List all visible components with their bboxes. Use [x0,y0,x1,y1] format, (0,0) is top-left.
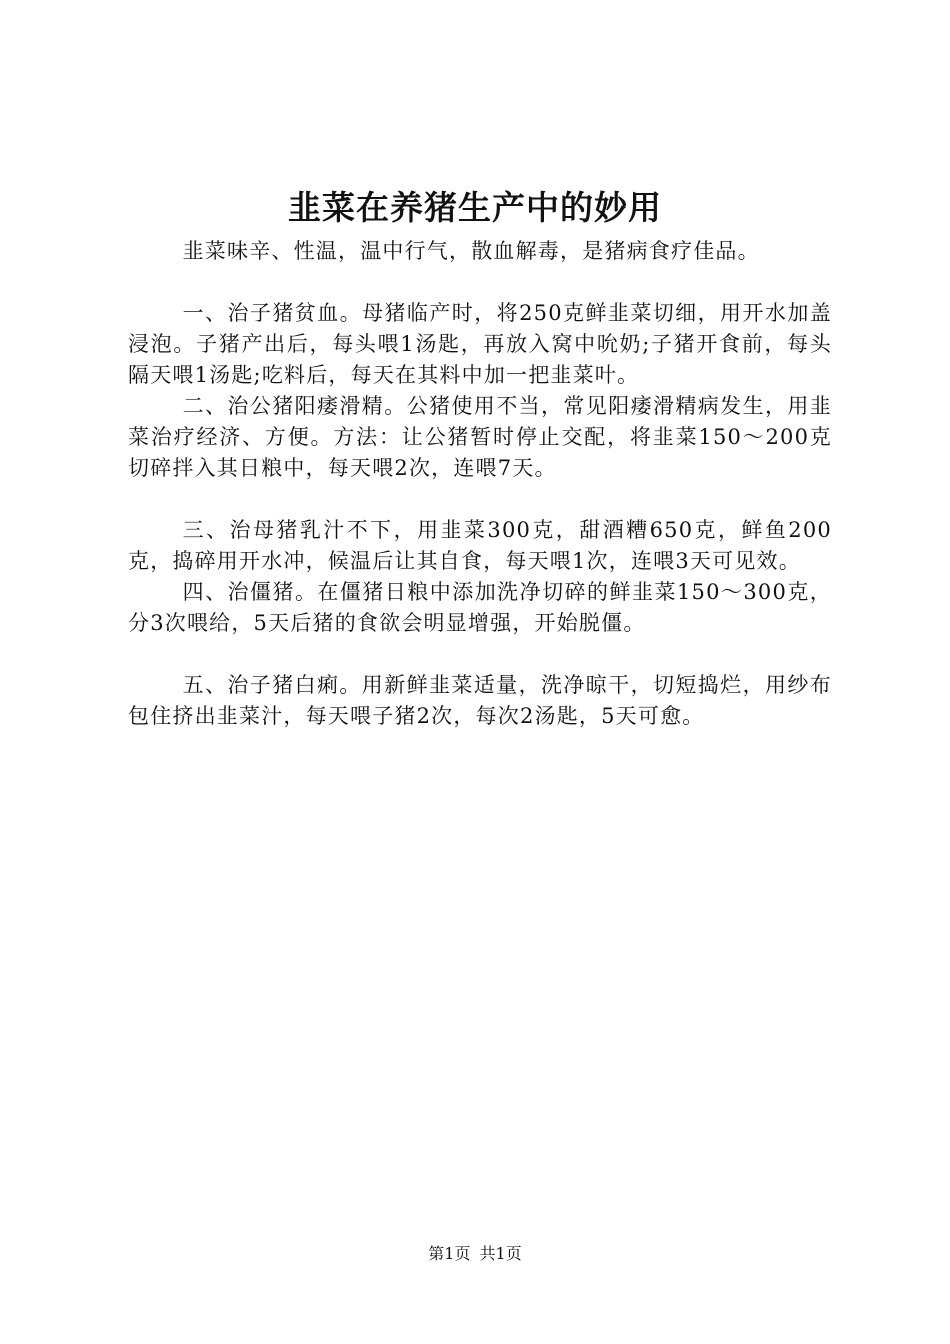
page-footer [0,1242,950,1266]
page-number: 第1页 [428,1244,471,1263]
paragraph-gap [128,267,832,298]
section-paragraph-2: 二、治公猪阳痿滑精。公猪使用不当，常见阳痿滑精病发生，用韭菜治疗经济、方便。方法：让公猪暂时停止交配，将韭菜150～200克切碎拌入其日粮中，每天喂2次，连喂7天。 [128,394,832,480]
document-body [128,236,832,732]
paragraph-gap [128,639,832,670]
section-paragraph-5: 五、治子猪白痢。用新鲜韭菜适量，洗净晾干，切短捣烂，用纱布包住挤出韭菜汁，每天喂子猪2次，每次2汤匙，5天可愈。 [128,673,832,728]
document-title: 韭菜在养猪生产中的妙用 [288,188,662,227]
paragraph-gap [128,484,832,515]
page-total: 共1页 [479,1244,522,1263]
section-paragraph-1: 一、治子猪贫血。母猪临产时，将250克鲜韭菜切细，用开水加盖浸泡。子猪产出后，每头喂1汤匙，再放入窝中吮奶;子猪开食前，每头隔天喂1汤匙;吃料后，每天在其料中加一把韭菜叶。 [128,301,832,387]
intro-paragraph: 韭菜味辛、性温，温中行气，散血解毒，是猪病食疗佳品。 [182,239,760,263]
section-paragraph-4: 四、治僵猪。在僵猪日粮中添加洗净切碎的鲜韭菜150～300克，分3次喂给，5天后猪的食欲会明显增强，开始脱僵。 [128,580,832,635]
section-paragraph-3: 三、治母猪乳汁不下，用韭菜300克，甜酒糟650克，鲜鱼200克，捣碎用开水冲，候温后让其自食，每天喂1次，连喂3天可见效。 [128,518,832,573]
